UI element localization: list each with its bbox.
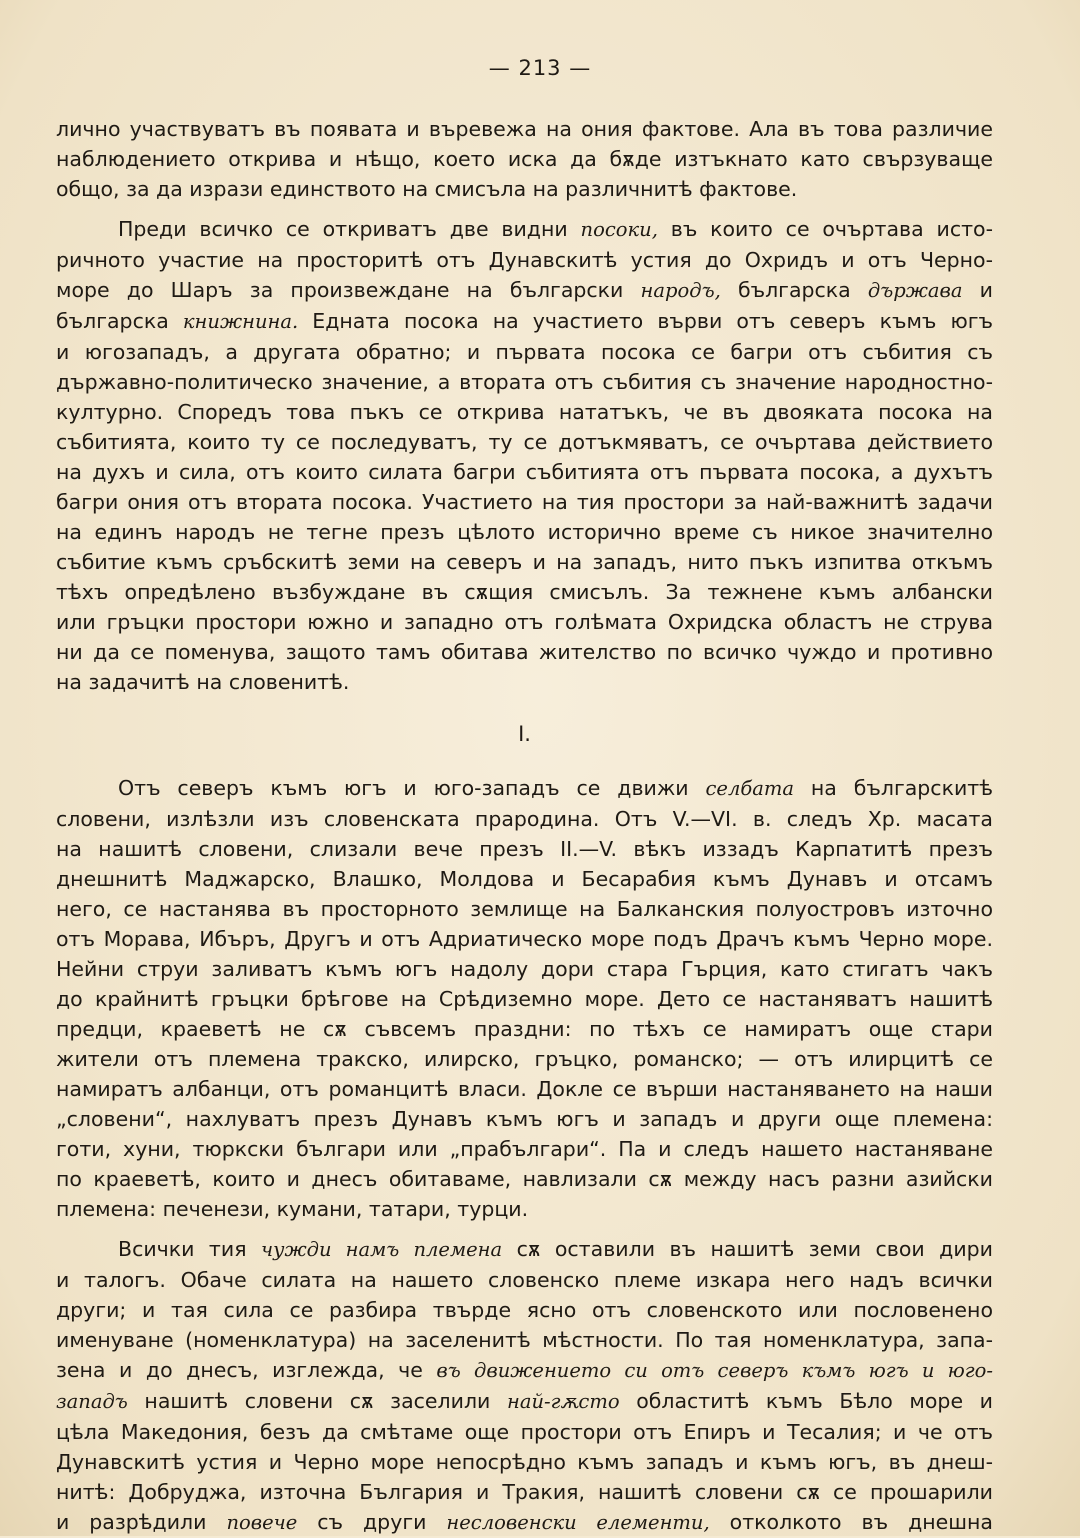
- text-run: ричното участие на просторитѣ отъ Дунавскитѣ устия до Охридъ и отъ Черно-: [56, 248, 993, 272]
- text-run: Преди всичко се откриватъ две видни: [118, 217, 581, 241]
- text-run: по краеветѣ, които и днесъ обитаваме, навлизали сѫ между насъ разни азийски: [56, 1167, 993, 1191]
- text-line: [56, 1164, 993, 1194]
- text-run: нашитѣ словени сѫ заселили: [127, 1389, 507, 1413]
- text-run: държавно-политическо значение, а втората отъ събития съ значение народностно-: [56, 370, 993, 394]
- paragraph: [56, 773, 993, 1224]
- emphasized-text: въ движението си отъ северъ къмъ югъ и юго-: [436, 1359, 993, 1382]
- text-line: [56, 174, 993, 204]
- text-line: [56, 577, 993, 607]
- text-run: готи, хуни, тюркски българи или „прабългари“. Па и следъ нашето настаняване: [56, 1137, 993, 1161]
- text-line: [56, 984, 993, 1014]
- text-line: [56, 637, 993, 667]
- text-line: [56, 1104, 993, 1134]
- text-line: [56, 457, 993, 487]
- text-run: българска: [720, 278, 868, 302]
- text-line: [56, 547, 993, 577]
- text-run: Отъ северъ къмъ югъ и юго-западъ се движи: [118, 776, 706, 800]
- text-run: море до Шаръ за произвеждане на български: [56, 278, 641, 302]
- text-line: [56, 517, 993, 547]
- text-line: [56, 367, 993, 397]
- text-run: сѫ оставили въ нашитѣ земи свои дири: [502, 1237, 993, 1261]
- text-run: събитията, които ту се последуватъ, ту се дотъкмяватъ, се очъртава действието: [56, 430, 993, 454]
- text-run: до крайнитѣ гръцки брѣгове на Срѣдиземно море. Дето се настаняватъ нашитѣ: [56, 987, 993, 1011]
- body-text: [56, 114, 993, 1538]
- emphasized-text: посоки,: [580, 218, 658, 241]
- emphasized-text: най-гѫсто: [507, 1390, 620, 1413]
- text-run: цѣла Македония, безъ да смѣтаме още простори отъ Епиръ и Тесалия; и че отъ: [56, 1420, 993, 1444]
- text-line: [56, 924, 993, 954]
- paragraph: [56, 214, 993, 697]
- text-run: на духъ и сила, отъ които силата багри събитията отъ първата посока, а духътъ: [56, 460, 993, 484]
- text-run: Всички тия: [118, 1237, 261, 1261]
- text-run: племена: печенези, кумани, татари, турци.: [56, 1197, 529, 1221]
- text-run: днешнитѣ Маджарско, Влашко, Молдова и Бесарабия къмъ Дунавъ и отсамъ: [56, 867, 993, 891]
- emphasized-text: държава: [867, 279, 963, 302]
- text-line: [56, 1477, 993, 1507]
- text-line: [56, 834, 993, 864]
- text-run: жители отъ племена тракско, илирско, гръцко, романско; — отъ илирцитѣ се: [56, 1047, 993, 1071]
- section-heading: I.: [518, 722, 531, 746]
- text-run: българска: [56, 309, 183, 333]
- text-line: [56, 144, 993, 174]
- text-run: лично участвуватъ въ появата и въревежа на ония фактове. Ала въ това различие: [56, 117, 993, 141]
- paragraph: [56, 114, 993, 204]
- text-line: [56, 1325, 993, 1355]
- text-run: именуване (номенклатура) на заселенитѣ мѣстности. По тая номенклатура, запа-: [56, 1328, 993, 1352]
- text-line: [56, 1074, 993, 1104]
- text-run: и разрѣдили: [56, 1510, 227, 1534]
- emphasized-text: чужди намъ племена: [261, 1238, 503, 1261]
- text-run: наблюдението открива и нѣщо, което иска да бѫде изтъкнато като свързуваще: [56, 147, 993, 171]
- text-line: [56, 804, 993, 834]
- text-run: на единъ народъ не тегне презъ цѣлото исторично време съ никое значително: [56, 520, 993, 544]
- emphasized-text: народъ,: [640, 279, 721, 302]
- text-run: ни да се поменува, защото тамъ обитава жителство по всичко чуждо и противно: [56, 640, 993, 664]
- text-line: [56, 1234, 993, 1265]
- text-run: багри ония отъ втората посока. Участието на тия простори за най-важнитѣ задачи: [56, 490, 993, 514]
- text-run: и югозападъ, а другата обратно; и първата посока се багри отъ събития съ: [56, 340, 993, 364]
- text-run: него, се настанява въ просторното землище на Балканския полуостровъ източно: [56, 897, 993, 921]
- text-line: [56, 1044, 993, 1074]
- text-run: и талогъ. Обаче силата на нашето словенско племе изкара него надъ всички: [56, 1268, 993, 1292]
- text-line: [56, 1014, 993, 1044]
- text-line: [56, 1295, 993, 1325]
- text-line: [56, 1194, 993, 1224]
- text-run: и: [962, 278, 993, 302]
- text-line: [56, 1355, 993, 1386]
- text-run: предци, краеветѣ не сѫ съвсемъ праздни: по тѣхъ се намиратъ още стари: [56, 1017, 993, 1041]
- emphasized-text: книжнина.: [182, 310, 299, 333]
- text-run: на нашитѣ словени, слизали вече презъ II.—V. вѣкъ иззадъ Карпатитѣ презъ: [56, 837, 993, 861]
- text-line: [56, 245, 993, 275]
- emphasized-text: повече: [226, 1511, 298, 1534]
- text-run: нитѣ: Добруджа, източна България и Тракия, нашитѣ словени сѫ се прошарили: [56, 1480, 993, 1504]
- text-line: [56, 1417, 993, 1447]
- text-run: въ които се очъртава исто-: [657, 217, 993, 241]
- text-run: на българскитѣ: [794, 776, 993, 800]
- paragraph-gap: [56, 1224, 993, 1234]
- text-run: отколкото въ днешна: [709, 1510, 993, 1534]
- paragraph-gap: [56, 204, 993, 214]
- paragraph: [56, 1234, 993, 1538]
- text-line: [56, 954, 993, 984]
- text-run: „словени“, нахлуватъ презъ Дунавъ къмъ югъ и западъ и други още племена:: [56, 1107, 993, 1131]
- text-run: други; и тая сила се разбира твърде ясно отъ словенското или пословенено: [56, 1298, 993, 1322]
- text-line: [56, 1447, 993, 1477]
- page-number: — 213 —: [488, 56, 592, 80]
- text-run: словени, излѣзли изъ словенската прародина. Отъ V.—VI. в. следъ Хр. масата: [56, 807, 993, 831]
- text-run: културно. Споредъ това пъкъ се открива нататъкъ, че въ двояката посока на: [56, 400, 993, 424]
- text-line: [56, 487, 993, 517]
- text-line: [56, 337, 993, 367]
- text-line: [56, 864, 993, 894]
- text-run: съ други: [297, 1510, 447, 1534]
- text-line: [56, 1507, 993, 1538]
- text-run: областитѣ къмъ Бѣло море и: [619, 1389, 993, 1413]
- text-run: на задачитѣ на словенитѣ.: [56, 670, 350, 694]
- text-line: [56, 607, 993, 637]
- text-run: общо, за да изрази единството на смисъла на различнитѣ фактове.: [56, 177, 798, 201]
- text-line: [56, 114, 993, 144]
- text-run: тѣхъ опредѣлено възбуждане въ сѫщия смисълъ. За тежнене къмъ албански: [56, 580, 993, 604]
- text-line: [56, 667, 993, 697]
- text-run: Едната посока на участието върви отъ северъ къмъ югъ: [298, 309, 994, 333]
- text-line: [56, 214, 993, 245]
- text-run: Дунавскитѣ устия и Черно море непосрѣдно къмъ западъ и къмъ югъ, въ днеш-: [56, 1450, 993, 1474]
- text-line: [56, 427, 993, 457]
- text-line: [56, 1386, 993, 1417]
- text-line: [56, 275, 993, 306]
- text-line: [56, 306, 993, 337]
- text-line: [56, 1265, 993, 1295]
- text-line: [56, 397, 993, 427]
- text-run: намиратъ албанци, отъ романцитѣ власи. Докле се върши настаняването на наши: [56, 1077, 993, 1101]
- emphasized-text: селбата: [705, 777, 795, 800]
- text-line: [56, 773, 993, 804]
- text-run: събитие къмъ сръбскитѣ земи на северъ и на западъ, нито пъкъ изпитва откъмъ: [56, 550, 993, 574]
- text-line: [56, 894, 993, 924]
- text-line: [56, 1134, 993, 1164]
- text-run: отъ Морава, Ибъръ, Другъ и отъ Адриатическо море подъ Драчъ къмъ Черно море.: [56, 927, 993, 951]
- text-run: зена и до днесъ, изглежда, че: [56, 1358, 437, 1382]
- emphasized-text: несловенски елементи,: [446, 1511, 710, 1534]
- text-run: Нейни струи заливатъ къмъ югъ надолу дори стара Гърция, като стигатъ чакъ: [56, 957, 993, 981]
- text-run: или гръцки простори южно и западно отъ голѣмата Охридска областъ не струва: [56, 610, 993, 634]
- emphasized-text: западъ: [56, 1390, 128, 1413]
